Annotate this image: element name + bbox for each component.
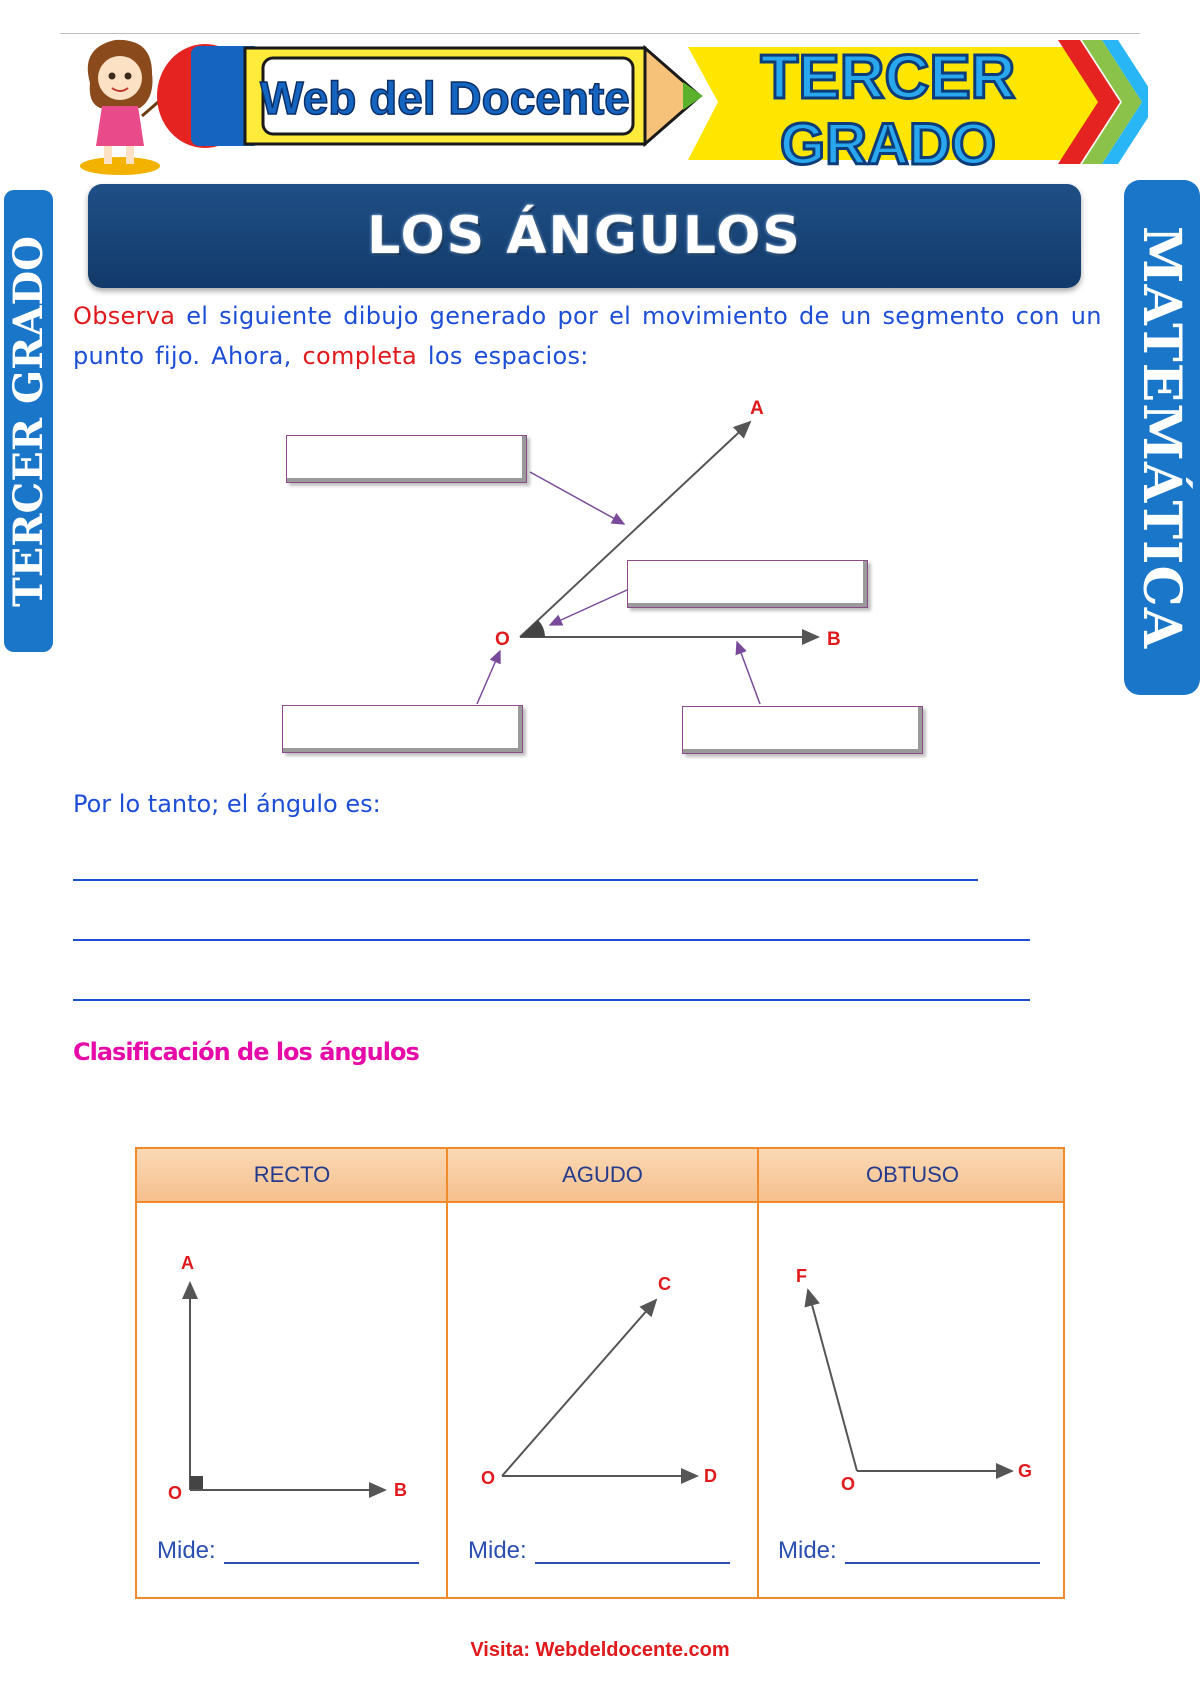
header-agudo: AGUDO	[562, 1162, 643, 1187]
pointer-to-side-oa	[530, 472, 624, 524]
mide-recto-input-line[interactable]	[224, 1562, 419, 1564]
mide-obtuso	[778, 1537, 1040, 1565]
column-divider	[757, 1149, 759, 1597]
label-b: B	[827, 629, 841, 650]
recto-label-o: O	[168, 1483, 183, 1503]
header-obtuso: OBTUSO	[866, 1162, 959, 1187]
pointer-to-angle	[550, 590, 627, 625]
recto-label-a: A	[181, 1253, 194, 1273]
agudo-label-c: C	[658, 1274, 671, 1294]
instruction-text-1: el siguiente dibujo generado por el movimiento de un segmento con un punto fijo. Ahora,	[73, 302, 1102, 370]
grade-line1: TERCER	[760, 43, 1016, 112]
answer-line-1[interactable]	[73, 879, 978, 881]
angle-vertex-mark	[520, 620, 545, 637]
angle-classification-table	[135, 1147, 1065, 1599]
answer-line-3[interactable]	[73, 999, 1030, 1001]
column-divider	[446, 1149, 448, 1597]
classification-title: Clasificación de los ángulos	[73, 1038, 419, 1066]
sidebar-left-text: TERCER GRADO	[5, 235, 52, 607]
answer-box-side-oa[interactable]	[286, 435, 527, 483]
answer-line-2[interactable]	[73, 939, 1030, 941]
mide-label: Mide:	[778, 1537, 837, 1564]
instruction-text-2: los espacios:	[416, 342, 589, 370]
conclusion-text: Por lo tanto; el ángulo es:	[73, 790, 381, 818]
recto-label-b: B	[394, 1480, 407, 1500]
sidebar-right-text: MATEMÁTICA	[1131, 225, 1193, 650]
footer-link[interactable]: Visita: Webdeldocente.com	[470, 1639, 730, 1661]
label-o: O	[495, 629, 510, 650]
grade-line2: GRADO	[780, 112, 996, 177]
page-title: LOS ÁNGULOS	[367, 206, 802, 266]
mide-recto	[157, 1537, 419, 1565]
mide-obtuso-input-line[interactable]	[845, 1562, 1040, 1564]
answer-box-side-ob[interactable]	[682, 706, 923, 754]
answer-box-vertex[interactable]	[282, 705, 523, 753]
header-recto: RECTO	[253, 1162, 331, 1187]
obtuso-label-o: O	[841, 1474, 856, 1494]
pointer-to-side-ob	[737, 642, 760, 704]
pointer-to-vertex	[477, 651, 500, 704]
obtuso-label-g: G	[1018, 1461, 1033, 1481]
answer-box-angle[interactable]	[627, 560, 868, 608]
agudo-label-d: D	[704, 1466, 717, 1486]
mide-agudo-input-line[interactable]	[535, 1562, 730, 1564]
obtuso-label-f: F	[796, 1266, 807, 1286]
mide-label: Mide:	[468, 1537, 527, 1564]
instruction-keyword-completa: completa	[302, 342, 417, 370]
label-a: A	[750, 398, 764, 419]
mide-label: Mide:	[157, 1537, 216, 1564]
mide-agudo	[468, 1537, 730, 1565]
agudo-label-o: O	[481, 1468, 496, 1488]
instruction-keyword-observa: Observa	[73, 302, 176, 330]
logo-text: Web del Docente	[260, 72, 630, 124]
